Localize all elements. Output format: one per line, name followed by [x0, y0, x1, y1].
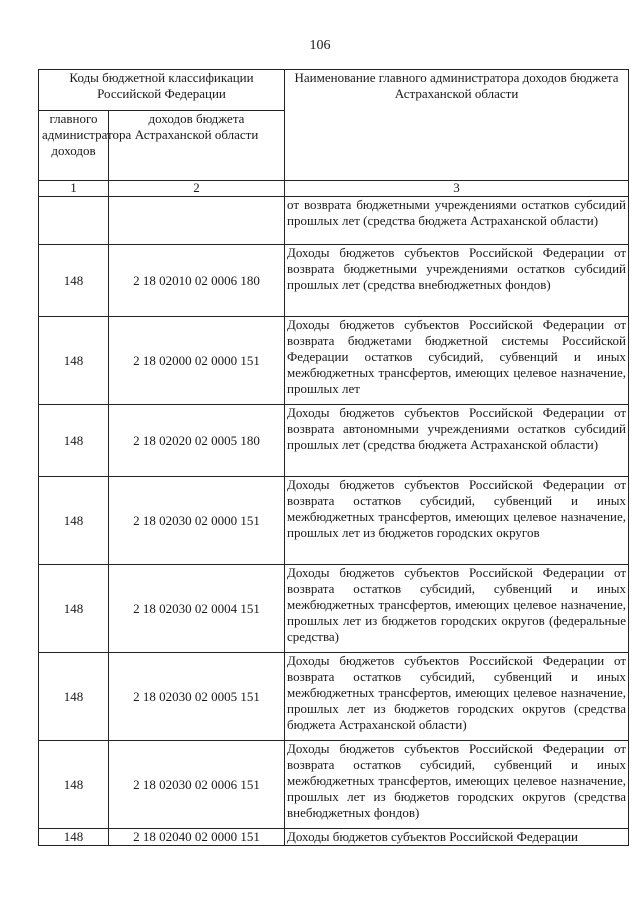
description-cell: Доходы бюджетов субъектов Российской Федерации от возврата бюджетами бюджетной системы Российской Федерации остатков субсидий, субвенций и иных межбюджетных трансфертов, имеющих целевое назначение, прошлых лет	[285, 317, 629, 405]
table-row	[39, 653, 629, 741]
column-number: 2	[109, 181, 285, 197]
header-codes: Коды бюджетной классификации Российской Федерации	[39, 70, 285, 111]
description-cell: Доходы бюджетов субъектов Российской Федерации от возврата автономными учреждениями остатков субсидий прошлых лет (средства бюджета Астраханской области)	[285, 405, 629, 477]
admin-code-cell: 148	[39, 829, 109, 846]
income-code-cell: 2 18 02040 02 0000 151	[109, 829, 285, 846]
admin-code-cell: 148	[39, 741, 109, 829]
income-code-cell: 2 18 02020 02 0005 180	[109, 405, 285, 477]
description-cell: Доходы бюджетов субъектов Российской Федерации от возврата остатков субсидий, субвенций и иных межбюджетных трансфертов, имеющих целевое назначение, прошлых лет из бюджетов городских округов (средства бюджета Астраханской области)	[285, 653, 629, 741]
table-row	[39, 565, 629, 653]
column-number-row	[39, 181, 629, 197]
table-row	[39, 317, 629, 405]
income-code-cell: 2 18 02010 02 0006 180	[109, 245, 285, 317]
column-number: 3	[285, 181, 629, 197]
admin-code-cell: 148	[39, 653, 109, 741]
income-code-cell: 2 18 02030 02 0000 151	[109, 477, 285, 565]
admin-code-cell: 148	[39, 317, 109, 405]
table-header-row	[39, 70, 629, 111]
page-number: 106	[309, 38, 331, 53]
admin-code-cell: 148	[39, 477, 109, 565]
income-code-cell: 2 18 02030 02 0005 151	[109, 653, 285, 741]
description-cell: Доходы бюджетов субъектов Российской Федерации от возврата остатков субсидий, субвенций и иных межбюджетных трансфертов, имеющих целевое назначение, прошлых лет из бюджетов городских округов (средства внебюджетных фондов)	[285, 741, 629, 829]
admin-code-cell: 148	[39, 245, 109, 317]
admin-code-cell: 148	[39, 565, 109, 653]
income-code-cell: 2 18 02000 02 0000 151	[109, 317, 285, 405]
header-administrator-name: Наименование главного администратора доходов бюджета Астраханской области	[285, 70, 629, 181]
description-cell: Доходы бюджетов субъектов Российской Федерации	[285, 829, 629, 846]
table-row	[39, 405, 629, 477]
budget-classification-table	[38, 69, 629, 846]
table-body	[39, 197, 629, 846]
income-code-cell: 2 18 02030 02 0006 151	[109, 741, 285, 829]
description-cell: от возврата бюджетными учреждениями остатков субсидий прошлых лет (средства бюджета Астраханской области)	[285, 197, 629, 245]
header-main-administrator: главного администратора доходов	[39, 111, 109, 181]
table-row	[39, 829, 629, 846]
admin-code-cell	[39, 197, 109, 245]
income-code-cell: 2 18 02030 02 0004 151	[109, 565, 285, 653]
column-number: 1	[39, 181, 109, 197]
table-row	[39, 245, 629, 317]
description-cell: Доходы бюджетов субъектов Российской Федерации от возврата бюджетными учреждениями остатков субсидий прошлых лет (средства внебюджетных фондов)	[285, 245, 629, 317]
admin-code-cell: 148	[39, 405, 109, 477]
description-cell: Доходы бюджетов субъектов Российской Федерации от возврата остатков субсидий, субвенций и иных межбюджетных трансфертов, имеющих целевое назначение, прошлых лет из бюджетов городских округов	[285, 477, 629, 565]
table-row	[39, 741, 629, 829]
header-income-code: доходов бюджета Астраханской области	[109, 111, 285, 181]
table-row	[39, 197, 629, 245]
income-code-cell	[109, 197, 285, 245]
table-row	[39, 477, 629, 565]
description-cell: Доходы бюджетов субъектов Российской Федерации от возврата остатков субсидий, субвенций и иных межбюджетных трансфертов, имеющих целевое назначение, прошлых лет из бюджетов городских округов (федеральные средства)	[285, 565, 629, 653]
